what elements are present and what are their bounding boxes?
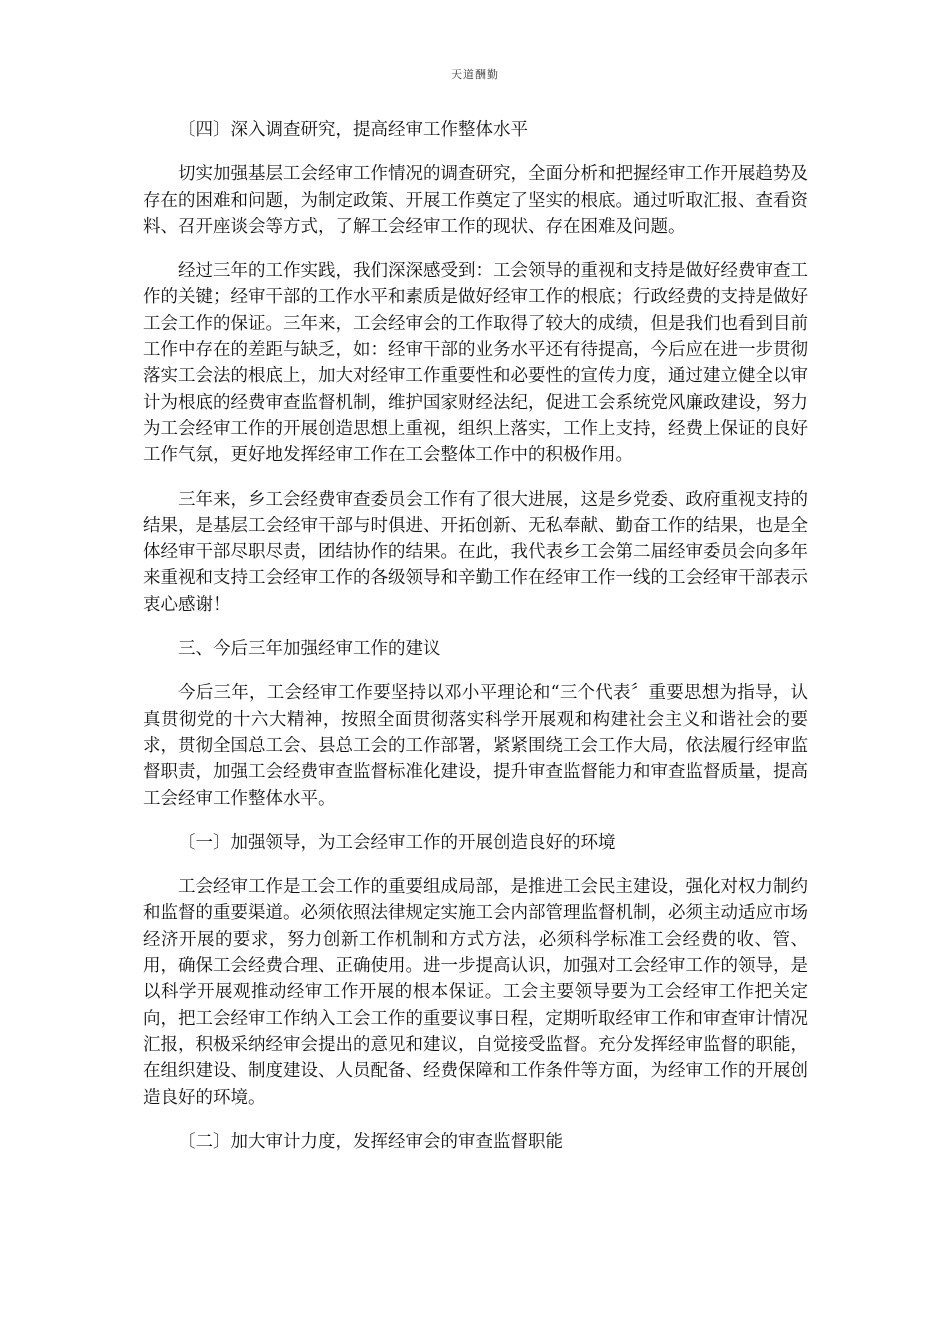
paragraph: 今后三年，工会经审工作要坚持以邓小平理论和“三个代表〞重要思想为指导，认真贯彻党的十六大精神，按照全面贯彻落实科学开展观和构建社会主义和谐社会的要求，贯彻全国总工会、县总工会的工作部署，紧紧围绕工会工作大局，依法履行经审监督职责，加强工会经费审查监督标准化建设，提升审查监督能力和审查监督质量，提高工会经审工作整体水平。 xyxy=(143,683,808,809)
page-header: 天道酬勤 xyxy=(451,68,499,81)
paragraph: 工会经审工作是工会工作的重要组成局部，是推进工会民主建设，强化对权力制约和监督的重要渠道。必须依照法律规定实施工会内部管理监督机制，必须主动适应市场经济开展的要求，努力创新工作机制和方式方法，必须科学标准工会经费的收、管、用，确保工会经费合理、正确使用。进一步提高认识，加强对工会经审工作的领导，是以科学开展观推动经审工作开展的根本保证。工会主要领导要为工会经审工作把关定向，把工会经审工作纳入工会工作的重要议事日程，定期听取经审工作和审查审计情况汇报，积极采纳经审会提出的意见和建议，自觉接受监督。充分发挥经审监督的职能，在组织建设、制度建设、人员配备、经费保障和工作条件等方面，为经审工作的开展创造良好的环境。 xyxy=(143,877,808,1108)
section-heading-suggestions: 三、今后三年加强经审工作的建议 xyxy=(178,639,441,660)
paragraph: 经过三年的工作实践，我们深深感受到：工会领导的重视和支持是做好经费审查工作的关键；经审干部的工作水平和素质是做好经审工作的根底；行政经费的支持是做好工会工作的保证。三年来，工会经审会的工作取得了较大的成绩，但是我们也看到目前工作中存在的差距与缺乏，如：经审干部的业务水平还有待提高，今后应在进一步贯彻落实工会法的根底上，加大对经审工作重要性和必要性的宣传力度，通过建立健全以审计为根底的经费审查监督机制，维护国家财经法纪，促进工会系统党风廉政建设，努力为工会经审工作的开展创造思想上重视，组织上落实，工作上支持，经费上保证的良好工作气氛，更好地发挥经审工作在工会整体工作中的积极作用。 xyxy=(143,261,808,466)
section-heading-leadership: 〔一〕加强领导，为工会经审工作的开展创造良好的环境 xyxy=(178,832,616,853)
paragraph: 切实加强基层工会经审工作情况的调查研究，全面分析和把握经审工作开展趋势及存在的困难和问题，为制定政策、开展工作奠定了坚实的根底。通过听取汇报、查看资料、召开座谈会等方式，了解工会经审工作的现状、存在困难及问题。 xyxy=(143,164,808,237)
section-heading-audit: 〔二〕加大审计力度，发挥经审会的审查监督职能 xyxy=(178,1131,563,1152)
section-heading-investigation: 〔四〕深入调查研究，提高经审工作整体水平 xyxy=(178,120,528,140)
paragraph: 三年来，乡工会经费审查委员会工作有了很大进展，这是乡党委、政府重视支持的结果，是基层工会经审干部与时俱进、开拓创新、无私奉献、勤奋工作的结果，也是全体经审干部尽职尽责，团结协作的结果。在此，我代表乡工会第二届经审委员会向多年来重视和支持工会经审工作的各级领导和辛勤工作在经审工作一线的工会经审干部表示衷心感谢！ xyxy=(143,489,808,615)
document-body xyxy=(143,117,808,1173)
